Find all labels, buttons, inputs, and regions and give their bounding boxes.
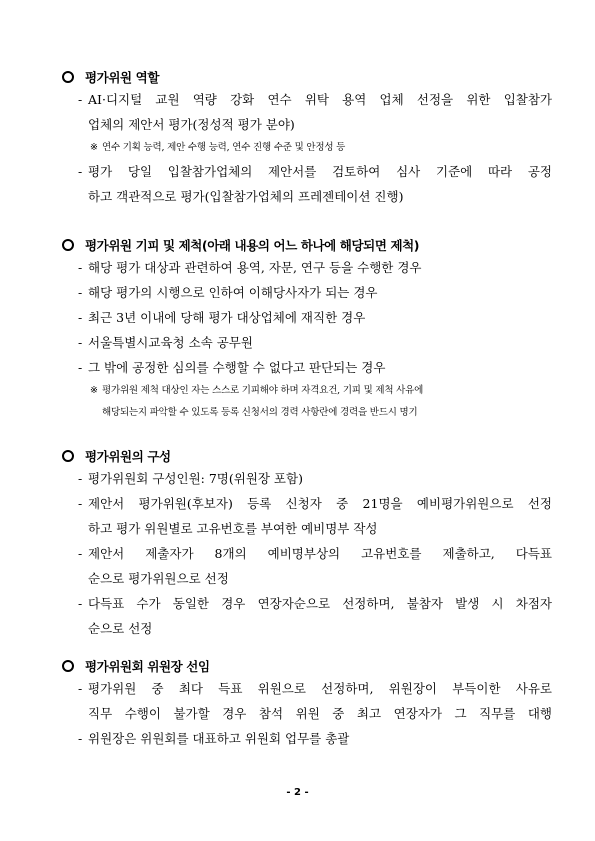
circle-bullet-icon <box>62 660 74 672</box>
heading-text: 평가위원 역할 <box>85 70 160 85</box>
list-item <box>62 541 552 591</box>
circle-bullet-icon <box>62 450 74 462</box>
item-line: 제안서 제출자가 8개의 예비명부상의 고유번호를 제출하고, 다득표 <box>88 546 552 561</box>
page-number: - 2 - <box>286 787 309 798</box>
item-line: 해당 평가의 시행으로 인하여 이해당사자가 되는 경우 <box>88 285 378 300</box>
reference-mark-icon: ※ <box>90 385 98 396</box>
section-heading <box>62 67 552 87</box>
list-item <box>62 466 552 491</box>
note-line: 해당되는지 파악할 수 있도록 등록 신청서의 경력 사항란에 경력을 반드시 명기 <box>102 407 418 418</box>
dash-bullet-icon: - <box>78 164 83 179</box>
list-item <box>62 355 552 380</box>
item-line: 하고 평가 위원별로 고유번호를 부여한 예비명부 작성 <box>88 521 378 536</box>
list-item <box>62 159 552 209</box>
item-line: 서울특별시교육청 소속 공무원 <box>88 335 253 350</box>
reference-mark-icon: ※ <box>90 142 98 153</box>
dash-bullet-icon: - <box>78 310 83 325</box>
dash-bullet-icon: - <box>78 546 83 561</box>
list-item <box>62 491 552 541</box>
item-line: 업체의 제안서 평가(정성적 평가 분야) <box>88 117 295 132</box>
list-item <box>62 330 552 355</box>
dash-bullet-icon: - <box>78 92 83 107</box>
circle-bullet-icon <box>62 239 74 251</box>
list-item <box>62 87 552 137</box>
item-line: 위원장은 위원회를 대표하고 위원회 업무를 총괄 <box>88 731 350 746</box>
note-line: 평가위원 제척 대상인 자는 스스로 기피해야 하며 자격요건, 기피 및 제척 사유에 <box>102 385 424 396</box>
item-line: 직무 수행이 불가할 경우 참석 위원 중 최고 연장자가 그 직무를 대행 <box>88 706 552 721</box>
heading-text: 평가위원회 위원장 선임 <box>85 659 210 674</box>
list-item <box>62 255 552 280</box>
dash-bullet-icon: - <box>78 285 83 300</box>
dash-bullet-icon: - <box>78 681 83 696</box>
list-item <box>62 726 552 751</box>
list-item <box>62 305 552 330</box>
list-item <box>62 676 552 726</box>
dash-bullet-icon: - <box>78 596 83 611</box>
section-exclusion <box>62 235 552 424</box>
section-evaluator-role <box>62 67 552 209</box>
dash-bullet-icon: - <box>78 260 83 275</box>
item-line: 순으로 평가위원으로 선정 <box>88 571 229 586</box>
item-line: 평가위원 중 최다 득표 위원으로 선정하며, 위원장이 부득이한 사유로 <box>88 681 552 696</box>
section-composition <box>62 446 552 641</box>
list-item <box>62 591 552 641</box>
item-line: 그 밖에 공정한 심의를 수행할 수 없다고 판단되는 경우 <box>88 360 386 375</box>
dash-bullet-icon: - <box>78 335 83 350</box>
heading-text: 평가위원의 구성 <box>85 449 171 464</box>
dash-bullet-icon: - <box>78 731 83 746</box>
section-heading <box>62 656 552 676</box>
item-line: 하고 객관적으로 평가(입찰참가업체의 프레젠테이션 진행) <box>88 189 404 204</box>
dash-bullet-icon: - <box>78 496 83 511</box>
section-heading <box>62 235 552 255</box>
item-line: 평가위원회 구성인원: 7명(위원장 포함) <box>88 471 303 486</box>
circle-bullet-icon <box>62 71 74 83</box>
list-item <box>62 280 552 305</box>
item-line: 평가 당일 입찰참가업체의 제안서를 검토하여 심사 기준에 따라 공정 <box>88 164 552 179</box>
item-line: 다득표 수가 동일한 경우 연장자순으로 선정하며, 불참자 발생 시 차점자 <box>88 596 552 611</box>
item-line: 제안서 평가위원(후보자) 등록 신청자 중 21명을 예비평가위원으로 선정 <box>88 496 552 511</box>
section-chairperson <box>62 656 552 751</box>
item-line: 최근 3년 이내에 당해 평가 대상업체에 재직한 경우 <box>88 310 366 325</box>
item-line: 순으로 선정 <box>88 621 153 636</box>
dash-bullet-icon: - <box>78 471 83 486</box>
note-line: 연수 기획 능력, 제안 수행 능력, 연수 진행 수준 및 안정성 등 <box>102 142 346 153</box>
section-heading <box>62 446 552 466</box>
heading-text: 평가위원 기피 및 제척(아래 내용의 어느 하나에 해당되면 제척) <box>85 238 420 253</box>
item-line: 해당 평가 대상과 관련하여 용역, 자문, 연구 등을 수행한 경우 <box>88 260 422 275</box>
item-line: AI·디지털 교원 역량 강화 연수 위탁 용역 업체 선정을 위한 입찰참가 <box>88 92 552 107</box>
dash-bullet-icon: - <box>78 360 83 375</box>
note <box>62 380 552 424</box>
note <box>62 137 552 159</box>
